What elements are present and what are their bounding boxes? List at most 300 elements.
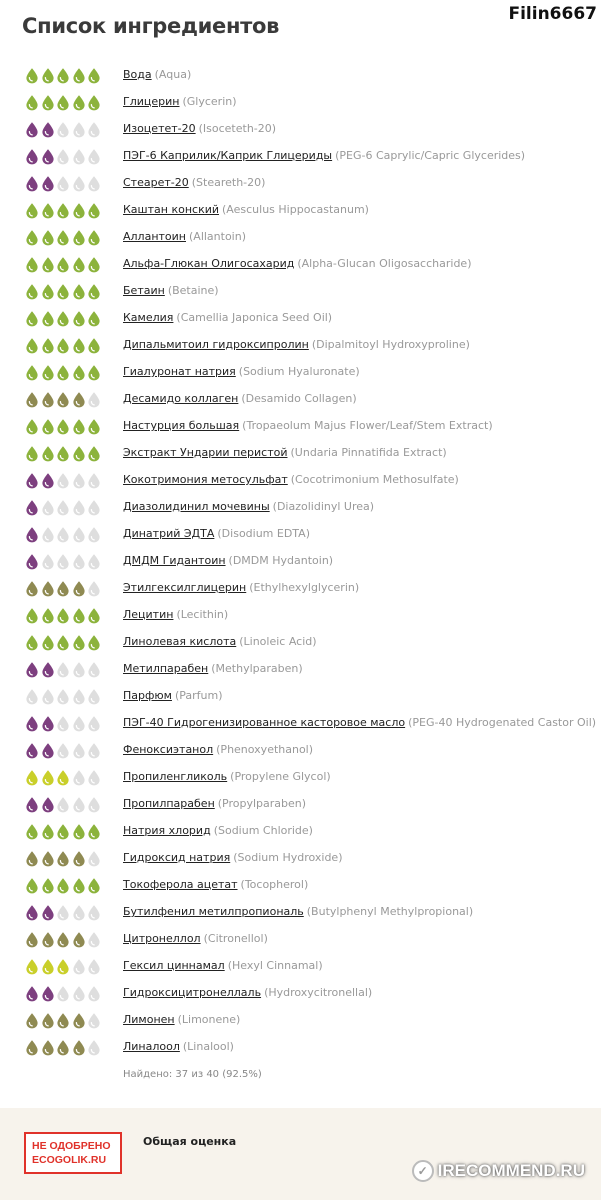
ingredient-row (0, 1034, 601, 1061)
ingredient-row (0, 494, 601, 521)
safety-rating (24, 553, 104, 570)
drop-icon (71, 904, 87, 921)
ingredient-name (123, 311, 332, 325)
drop-icon (86, 526, 102, 543)
safety-rating (24, 121, 104, 138)
ingredient-inci-name: (Isoceteth-20) (198, 122, 277, 135)
drop-icon (55, 1012, 71, 1029)
drop-icon (71, 310, 87, 327)
safety-rating (24, 310, 104, 327)
drop-icon (24, 256, 40, 273)
safety-rating (24, 499, 104, 516)
ingredient-row (0, 332, 601, 359)
drop-icon (40, 283, 56, 300)
ingredient-inci-name: (Sodium Hydroxide) (233, 851, 343, 864)
drop-icon (55, 526, 71, 543)
safety-rating (24, 742, 104, 759)
ingredient-name (123, 797, 306, 811)
ingredient-link[interactable]: ПЭГ-6 Каприлик/Каприк Глицериды (123, 149, 333, 162)
drop-icon (71, 985, 87, 1002)
ingredient-row (0, 197, 601, 224)
ingredient-link[interactable]: Парфюм (123, 689, 172, 702)
ingredient-row (0, 521, 601, 548)
ingredient-row (0, 305, 601, 332)
ingredient-row (0, 872, 601, 899)
drop-icon (40, 904, 56, 921)
ingredient-name (123, 986, 372, 1000)
drop-icon (55, 391, 71, 408)
ingredient-row (0, 764, 601, 791)
drop-icon (40, 391, 56, 408)
ingredient-inci-name: (Diazolidinyl Urea) (272, 500, 375, 513)
drop-icon (55, 175, 71, 192)
ingredient-link[interactable]: Гиалуронат натрия (123, 365, 236, 378)
ingredient-name (123, 122, 276, 136)
drop-icon (40, 850, 56, 867)
safety-rating (24, 580, 104, 597)
ingredient-inci-name: (Methylparaben) (211, 662, 303, 675)
safety-rating (24, 472, 104, 489)
ingredient-link[interactable]: Линолевая кислота (123, 635, 237, 648)
drop-icon (40, 445, 56, 462)
drop-icon (86, 769, 102, 786)
ingredient-inci-name: (Tropaeolum Majus Flower/Leaf/Stem Extract) (242, 419, 493, 432)
drop-icon (24, 877, 40, 894)
ingredient-name (123, 338, 470, 352)
drop-icon (71, 499, 87, 516)
ingredient-link[interactable]: Аллантоин (123, 230, 186, 243)
drop-icon (40, 418, 56, 435)
drop-icon (55, 499, 71, 516)
ingredient-row (0, 116, 601, 143)
drop-icon (55, 904, 71, 921)
drop-icon (71, 823, 87, 840)
drop-icon (24, 418, 40, 435)
ingredient-row (0, 386, 601, 413)
drop-icon (86, 742, 102, 759)
drop-icon (40, 121, 56, 138)
drop-icon (40, 202, 56, 219)
drop-icon (40, 877, 56, 894)
drop-icon (55, 661, 71, 678)
ingredient-link[interactable]: ДМДМ Гидантоин (123, 554, 226, 567)
safety-rating (24, 661, 104, 678)
drop-icon (86, 904, 102, 921)
safety-rating (24, 688, 104, 705)
ingredient-inci-name: (Cocotrimonium Methosulfate) (290, 473, 459, 486)
safety-rating (24, 931, 104, 948)
ingredient-link[interactable]: Лимонен (123, 1013, 175, 1026)
drop-icon (40, 661, 56, 678)
ingredient-inci-name: (Lecithin) (176, 608, 229, 621)
drop-icon (71, 607, 87, 624)
drop-icon (24, 472, 40, 489)
ingredient-name (123, 446, 447, 460)
drop-icon (86, 499, 102, 516)
ingredient-link[interactable]: Настурция большая (123, 419, 240, 432)
ingredient-link[interactable]: Феноксиэтанол (123, 743, 214, 756)
ingredient-name (123, 527, 310, 541)
drop-icon (55, 796, 71, 813)
ingredient-link[interactable]: Изоцетет-20 (123, 122, 196, 135)
drop-icon (71, 391, 87, 408)
ingredient-link[interactable]: Гидроксид натрия (123, 851, 231, 864)
safety-rating (24, 418, 104, 435)
ingredient-inci-name: (Citronellol) (203, 932, 268, 945)
drop-icon (86, 580, 102, 597)
drop-icon (55, 94, 71, 111)
ingredient-row (0, 602, 601, 629)
ingredient-row (0, 683, 601, 710)
drop-icon (40, 310, 56, 327)
safety-rating (24, 364, 104, 381)
drop-icon (55, 445, 71, 462)
drop-icon (55, 580, 71, 597)
drop-icon (86, 175, 102, 192)
ingredient-link[interactable]: Линалоол (123, 1040, 180, 1053)
drop-icon (71, 742, 87, 759)
drop-icon (55, 931, 71, 948)
drop-icon (86, 337, 102, 354)
ingredient-link[interactable]: Гексил циннамал (123, 959, 225, 972)
drop-icon (24, 337, 40, 354)
drop-icon (24, 202, 40, 219)
ingredient-inci-name: (Limonene) (177, 1013, 241, 1026)
drop-icon (24, 1039, 40, 1056)
ingredient-link[interactable]: Стеарет-20 (123, 176, 189, 189)
drop-icon (24, 769, 40, 786)
ingredient-row (0, 224, 601, 251)
drop-icon (71, 526, 87, 543)
ingredient-link[interactable]: Дипальмитоил гидроксипролин (123, 338, 309, 351)
ingredient-inci-name: (PEG-40 Hydrogenated Castor Oil) (408, 716, 597, 729)
drop-icon (86, 67, 102, 84)
safety-rating (24, 256, 104, 273)
site-watermark-text: IRECOMMEND.RU (437, 1161, 585, 1180)
drop-icon (86, 931, 102, 948)
ingredient-name (123, 365, 360, 379)
ingredient-link[interactable]: Глицерин (123, 95, 180, 108)
drop-icon (71, 283, 87, 300)
drop-icon (55, 202, 71, 219)
drop-icon (40, 526, 56, 543)
drop-icon (71, 715, 87, 732)
safety-rating (24, 985, 104, 1002)
site-watermark (412, 1160, 585, 1182)
drop-icon (24, 715, 40, 732)
drop-icon (71, 67, 87, 84)
ingredient-inci-name: (Alpha-Glucan Oligosaccharide) (297, 257, 472, 270)
drop-icon (24, 364, 40, 381)
ingredient-inci-name: (Hexyl Cinnamal) (227, 959, 323, 972)
ingredient-inci-name: (Desamido Collagen) (241, 392, 357, 405)
ingredient-inci-name: (Phenoxyethanol) (216, 743, 314, 756)
ingredient-inci-name: (DMDM Hydantoin) (228, 554, 334, 567)
drop-icon (24, 688, 40, 705)
ingredient-name (123, 851, 343, 865)
ingredient-inci-name: (Camellia Japonica Seed Oil) (176, 311, 333, 324)
drop-icon (86, 877, 102, 894)
drop-icon (24, 553, 40, 570)
drop-icon (71, 634, 87, 651)
drop-icon (86, 958, 102, 975)
drop-icon (55, 256, 71, 273)
drop-icon (86, 553, 102, 570)
ingredient-row (0, 467, 601, 494)
drop-icon (86, 310, 102, 327)
safety-rating (24, 823, 104, 840)
drop-icon (24, 229, 40, 246)
drop-icon (71, 877, 87, 894)
ingredient-inci-name: (Ethylhexylglycerin) (249, 581, 360, 594)
not-approved-stamp (24, 1132, 122, 1174)
ingredient-name (123, 824, 313, 838)
drop-icon (40, 742, 56, 759)
ingredient-inci-name: (Dipalmitoyl Hydroxyproline) (311, 338, 470, 351)
ingredient-row (0, 413, 601, 440)
drop-icon (24, 850, 40, 867)
ingredient-row (0, 899, 601, 926)
drop-icon (71, 121, 87, 138)
drop-icon (86, 283, 102, 300)
stamp-line-2: ECOGOLIK.RU (32, 1154, 107, 1166)
drop-icon (24, 958, 40, 975)
drop-icon (86, 202, 102, 219)
ingredient-inci-name: (Propylene Glycol) (230, 770, 331, 783)
ingredient-name (123, 257, 472, 271)
drop-icon (55, 1039, 71, 1056)
drop-icon (40, 931, 56, 948)
drop-icon (55, 715, 71, 732)
drop-icon (86, 1012, 102, 1029)
ingredient-row (0, 143, 601, 170)
drop-icon (40, 688, 56, 705)
drop-icon (55, 553, 71, 570)
ingredient-name (123, 203, 369, 217)
drop-icon (71, 337, 87, 354)
rating-footer (0, 1108, 601, 1200)
drop-icon (55, 418, 71, 435)
drop-icon (86, 1039, 102, 1056)
drop-icon (71, 148, 87, 165)
ingredient-link[interactable]: Камелия (123, 311, 174, 324)
safety-rating (24, 1012, 104, 1029)
safety-rating (24, 148, 104, 165)
drop-icon (24, 904, 40, 921)
ingredient-name (123, 554, 333, 568)
ingredient-row (0, 62, 601, 89)
drop-icon (24, 607, 40, 624)
drop-icon (40, 67, 56, 84)
ingredient-name (123, 635, 317, 649)
safety-rating (24, 391, 104, 408)
safety-rating (24, 850, 104, 867)
drop-icon (86, 607, 102, 624)
drop-icon (24, 283, 40, 300)
drop-icon (71, 580, 87, 597)
safety-rating (24, 634, 104, 651)
ingredient-row (0, 710, 601, 737)
drop-icon (71, 1039, 87, 1056)
drop-icon (86, 445, 102, 462)
drop-icon (24, 67, 40, 84)
ingredient-name (123, 689, 223, 703)
drop-icon (40, 364, 56, 381)
drop-icon (24, 94, 40, 111)
ingredient-row (0, 845, 601, 872)
ingredient-link[interactable]: Десамидо коллаген (123, 392, 239, 405)
drop-icon (24, 391, 40, 408)
ingredient-row (0, 629, 601, 656)
ingredient-link[interactable]: Вода (123, 68, 152, 81)
ingredient-row (0, 656, 601, 683)
drop-icon (86, 634, 102, 651)
ingredient-name (123, 473, 459, 487)
ingredient-name (123, 230, 246, 244)
drop-icon (71, 931, 87, 948)
ingredient-name (123, 419, 493, 433)
drop-icon (86, 121, 102, 138)
ingredient-inci-name: (Aqua) (154, 68, 192, 81)
ingredient-link[interactable]: Бетаин (123, 284, 165, 297)
ingredient-inci-name: (Steareth-20) (191, 176, 266, 189)
drop-icon (71, 553, 87, 570)
ingredient-link[interactable]: Каштан конский (123, 203, 220, 216)
safety-rating (24, 229, 104, 246)
drop-icon (71, 661, 87, 678)
ingredient-link[interactable]: Цитронеллол (123, 932, 201, 945)
drop-icon (71, 418, 87, 435)
drop-icon (71, 445, 87, 462)
drop-icon (71, 958, 87, 975)
ingredient-name (123, 149, 525, 163)
drop-icon (24, 1012, 40, 1029)
ingredient-link[interactable]: Пропилпарабен (123, 797, 215, 810)
ingredient-name (123, 392, 357, 406)
ingredient-link[interactable]: Этилгексилглицерин (123, 581, 247, 594)
ingredient-row (0, 953, 601, 980)
ingredient-link[interactable]: Бутилфенил метилпропиональ (123, 905, 304, 918)
safety-rating (24, 877, 104, 894)
ingredient-name (123, 500, 374, 514)
ingredient-link[interactable]: Токоферола ацетат (123, 878, 238, 891)
drop-icon (71, 688, 87, 705)
drop-icon (71, 796, 87, 813)
ingredient-inci-name: (Butylphenyl Methylpropional) (306, 905, 474, 918)
ingredient-row (0, 359, 601, 386)
drop-icon (24, 499, 40, 516)
ingredient-row (0, 791, 601, 818)
drop-icon (55, 742, 71, 759)
drop-icon (55, 688, 71, 705)
drop-icon (55, 148, 71, 165)
ingredient-link[interactable]: Альфа-Глюкан Олигосахарид (123, 257, 295, 270)
ingredient-name (123, 878, 308, 892)
safety-rating (24, 1039, 104, 1056)
ingredient-inci-name: (Aesculus Hippocastanum) (222, 203, 369, 216)
drop-icon (24, 931, 40, 948)
drop-icon (86, 850, 102, 867)
drop-icon (71, 94, 87, 111)
drop-icon (40, 823, 56, 840)
irecommend-logo-icon: ✓ (412, 1160, 434, 1182)
drop-icon (55, 850, 71, 867)
drop-icon (40, 337, 56, 354)
drop-icon (40, 958, 56, 975)
ingredient-link[interactable]: Натрия хлорид (123, 824, 211, 837)
drop-icon (55, 364, 71, 381)
drop-icon (86, 229, 102, 246)
drop-icon (24, 526, 40, 543)
drop-icon (40, 553, 56, 570)
ingredient-name (123, 1013, 240, 1027)
ingredient-name (123, 176, 265, 190)
safety-rating (24, 94, 104, 111)
ingredient-link[interactable]: Динатрий ЭДТА (123, 527, 215, 540)
ingredient-name (123, 905, 473, 919)
ingredient-row (0, 818, 601, 845)
ingredient-row (0, 89, 601, 116)
ingredient-inci-name: (Allantoin) (189, 230, 247, 243)
page-header (0, 0, 601, 60)
drop-icon (55, 958, 71, 975)
drop-icon (86, 796, 102, 813)
safety-rating (24, 715, 104, 732)
drop-icon (71, 1012, 87, 1029)
ingredient-row (0, 440, 601, 467)
drop-icon (40, 715, 56, 732)
ingredient-link[interactable]: Пропиленгликоль (123, 770, 228, 783)
ingredient-link[interactable]: Экстракт Ундарии перистой (123, 446, 288, 459)
ingredient-link[interactable]: Диазолидинил мочевины (123, 500, 270, 513)
drop-icon (40, 472, 56, 489)
safety-rating (24, 67, 104, 84)
ingredient-row (0, 278, 601, 305)
ingredient-link[interactable]: Кокотримония метосульфат (123, 473, 288, 486)
ingredient-name (123, 662, 303, 676)
ingredient-inci-name: (Tocopherol) (240, 878, 309, 891)
drop-icon (40, 769, 56, 786)
safety-rating (24, 202, 104, 219)
drop-icon (24, 310, 40, 327)
ingredient-link[interactable]: Гидроксицитронеллаль (123, 986, 262, 999)
safety-rating (24, 283, 104, 300)
drop-icon (71, 472, 87, 489)
drop-icon (40, 796, 56, 813)
drop-icon (71, 364, 87, 381)
drop-icon (24, 580, 40, 597)
ingredient-row (0, 980, 601, 1007)
drop-icon (55, 823, 71, 840)
drop-icon (24, 445, 40, 462)
ingredient-row (0, 1007, 601, 1034)
drop-icon (40, 580, 56, 597)
drop-icon (71, 175, 87, 192)
drop-icon (86, 715, 102, 732)
ingredient-inci-name: (Hydroxycitronellal) (264, 986, 373, 999)
safety-rating (24, 337, 104, 354)
ingredient-name (123, 68, 191, 82)
ingredient-link[interactable]: Лецитин (123, 608, 174, 621)
ingredient-link[interactable]: ПЭГ-40 Гидрогенизированное касторовое масло (123, 716, 406, 729)
safety-rating (24, 796, 104, 813)
ingredient-name (123, 284, 219, 298)
drop-icon (24, 175, 40, 192)
ingredient-link[interactable]: Метилпарабен (123, 662, 209, 675)
safety-rating (24, 445, 104, 462)
ingredient-inci-name: (Disodium EDTA) (217, 527, 310, 540)
drop-icon (86, 148, 102, 165)
